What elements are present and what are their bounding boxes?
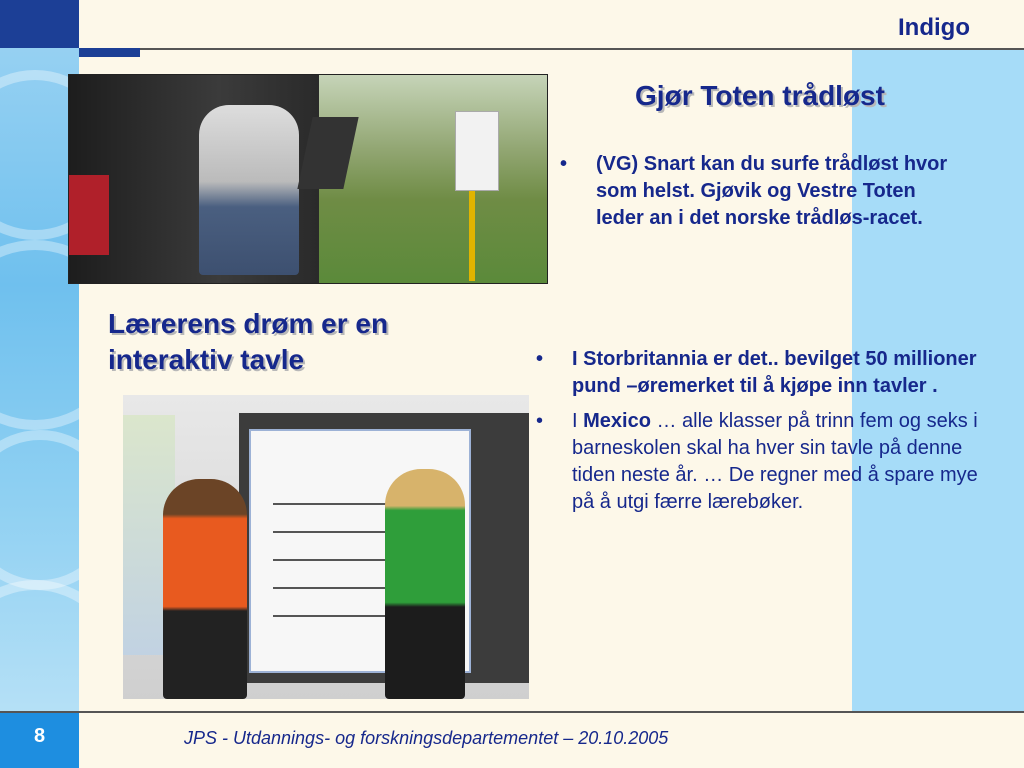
wireless-laptop-photo (68, 74, 548, 284)
bullet-text-rest: … alle klasser på trinn fem og seks i barneskolen skal ha hver sin tavle på denne tiden neste år. … De regner med å spare mye på å utgi færre lærebøker. (572, 410, 978, 513)
bullet-marker: • (536, 410, 544, 432)
person-figure (199, 105, 299, 275)
corner-block (0, 0, 79, 48)
antenna-pole (469, 185, 475, 281)
slide-title-left: Lærerens drøm er en interaktiv tavle (108, 308, 389, 375)
bullet-marker: • (536, 348, 544, 370)
page-number: 8 (33, 725, 46, 747)
footer-divider (0, 711, 1024, 713)
decorative-ring (0, 430, 79, 590)
slide-title-right: Gjør Toten trådløst (635, 80, 885, 111)
list-item (536, 408, 984, 516)
list-item (560, 151, 960, 232)
brand-label: Indigo (898, 14, 970, 41)
bullet-text-bold: Mexico (583, 410, 651, 432)
car-taillight (69, 175, 109, 255)
footer-text: JPS - Utdannings- og forskningsdepartementet – 20.10.2005 (184, 728, 669, 748)
student-girl-figure (385, 469, 465, 699)
bullet-text-prefix: I (572, 410, 584, 432)
header-accent-bar (79, 48, 140, 57)
bullet-marker: • (560, 153, 568, 175)
bullet-text: I Storbritannia er det.. bevilget 50 millioner pund –øremerket til å kjøpe inn tavler . (572, 348, 977, 397)
bullet-text: (VG) Snart kan du surfe trådløst hvor som helst. Gjøvik og Vestre Toten leder an i det norske trådløs-racet. (596, 153, 948, 229)
student-boy-figure (163, 479, 247, 699)
bullet-list-boards (536, 346, 984, 524)
list-item (536, 346, 984, 400)
bullet-list-wireless (560, 151, 960, 232)
wireless-antenna (455, 111, 499, 191)
interactive-whiteboard-photo (123, 395, 529, 699)
decorative-ring (0, 580, 79, 712)
